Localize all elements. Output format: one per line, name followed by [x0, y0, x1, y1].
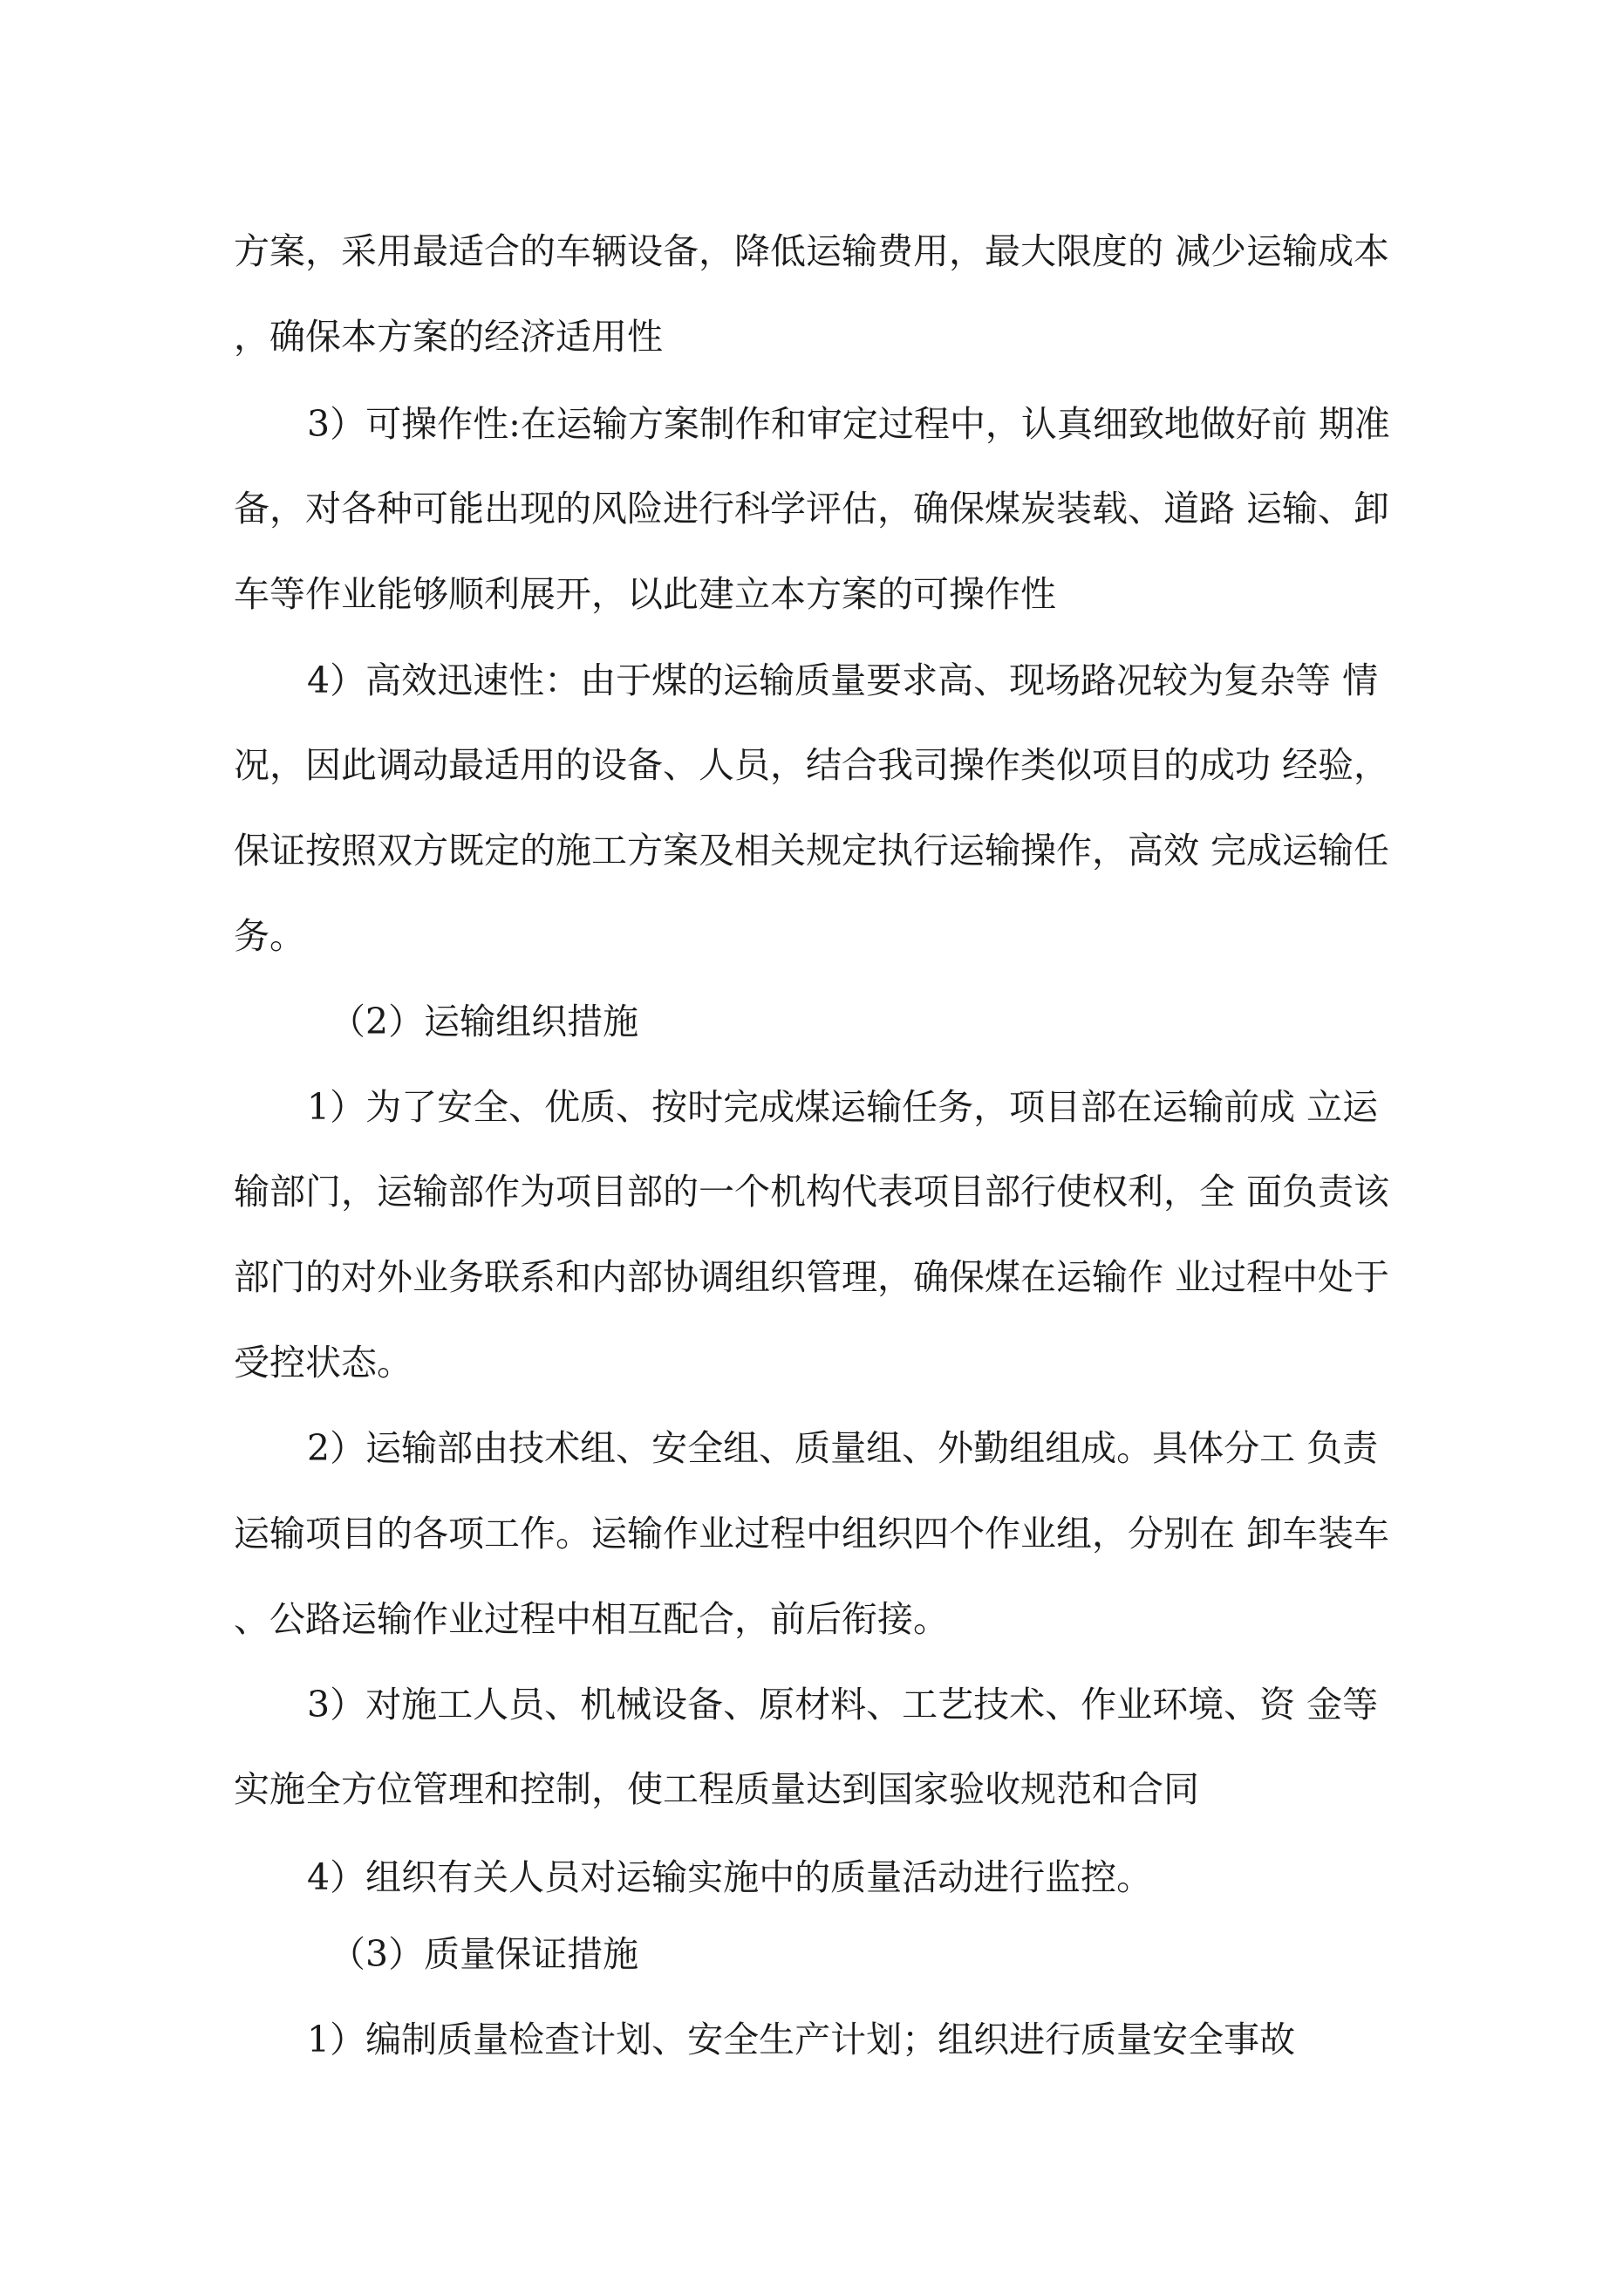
text-line: 实施全方位管理和控制，使工程质量达到国家验收规范和合同 [234, 1768, 1199, 1810]
text-line: 部门的对外业务联系和内部协调组织管理，确保煤在运输作 业过程中处于 [234, 1256, 1390, 1298]
text-line: 保证按照双方既定的施工方案及相关规定执行运输操作，高效 完成运输任 [234, 830, 1390, 871]
section-heading: （2）运输组织措施 [330, 1001, 639, 1042]
text-line: 务。 [234, 915, 305, 957]
text-line: 况，因此调动最适用的设备、人员，结合我司操作类似项目的成功 经验， [234, 744, 1390, 786]
text-line: 4）高效迅速性：由于煤的运输质量要求高、现场路况较为复杂等 情 [307, 659, 1379, 701]
text-line: ，确保本方案的经济适用性 [234, 316, 663, 358]
text-line: 2）运输部由技术组、安全组、质量组、外勤组组成。具体分工 负责 [307, 1427, 1379, 1469]
text-line: 方案，采用最适合的车辆设备，降低运输费用，最大限度的 减少运输成本 [234, 230, 1390, 272]
text-line: 3）对施工人员、机械设备、原材料、工艺技术、作业环境、资 金等 [307, 1684, 1379, 1725]
text-line: 运输项目的各项工作。运输作业过程中组织四个作业组，分别在 卸车装车 [234, 1513, 1390, 1555]
text-line: 1）为了安全、优质、按时完成煤运输任务，项目部在运输前成 立运 [307, 1086, 1379, 1128]
text-line: 3）可操作性:在运输方案制作和审定过程中，认真细致地做好前 期准 [307, 403, 1390, 445]
section-heading: （3）质量保证措施 [330, 1933, 639, 1975]
text-line: 受控状态。 [234, 1342, 413, 1384]
text-line: 1）编制质量检查计划、安全生产计划；组织进行质量安全事故 [307, 2019, 1296, 2060]
text-line: 备，对各种可能出现的风险进行科学评估，确保煤炭装载、道路 运输、卸 [234, 488, 1390, 530]
text-line: 、公路运输作业过程中相互配合，前后衔接。 [234, 1598, 949, 1640]
text-line: 车等作业能够顺利展开，以此建立本方案的可操作性 [234, 573, 1056, 615]
text-line: 4）组织有关人员对运输实施中的质量活动进行监控。 [307, 1856, 1153, 1898]
text-line: 输部门，运输部作为项目部的一个机构代表项目部行使权利，全 面负责该 [234, 1171, 1390, 1213]
